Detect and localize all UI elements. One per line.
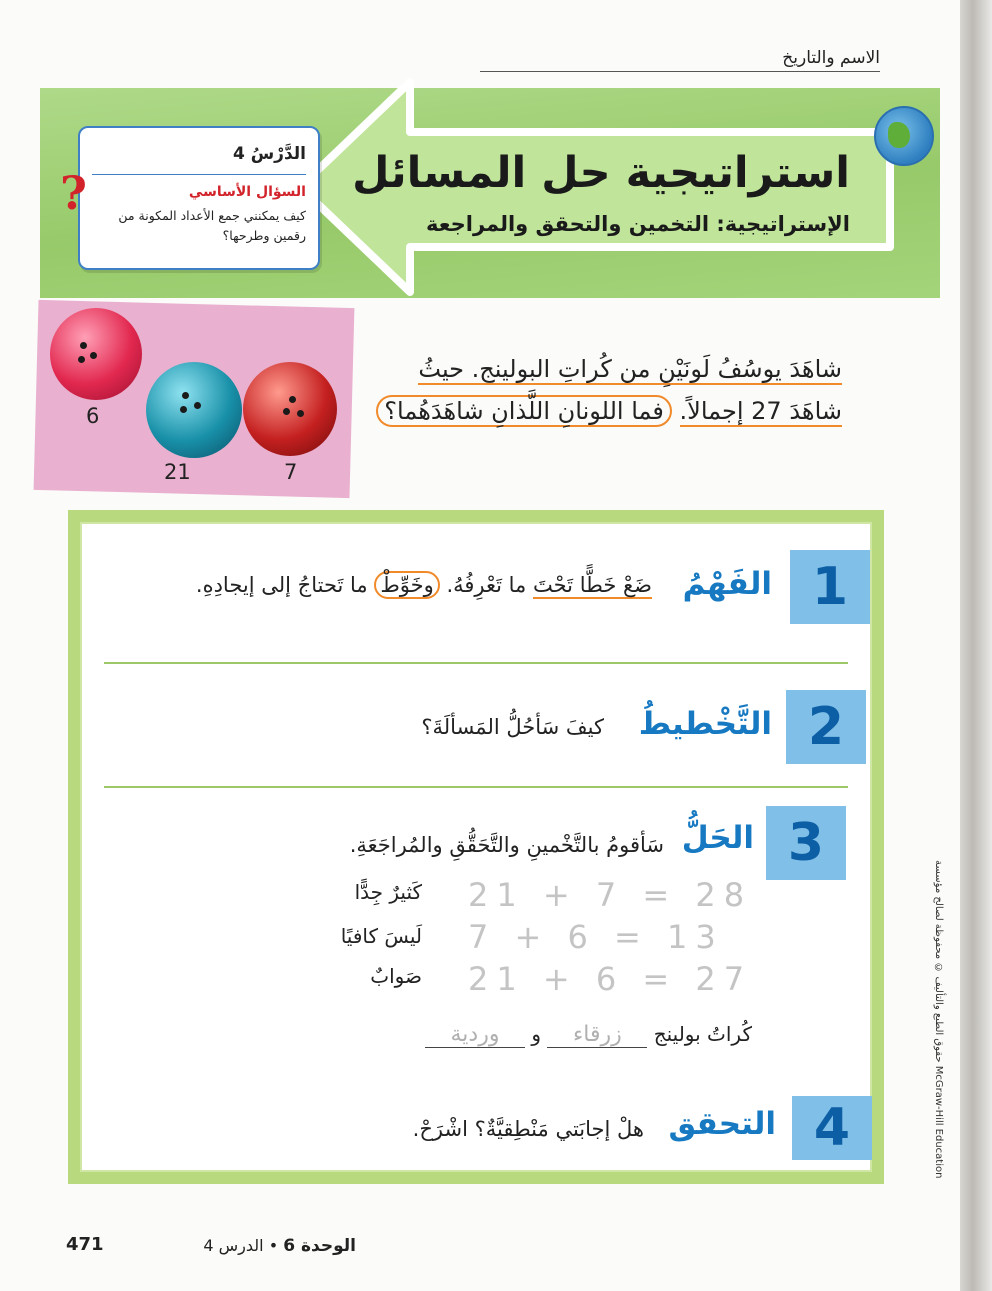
step-4-text: هلْ إجابَتي مَنْطِقيَّةٌ؟ اشْرَحْ. [412, 1117, 644, 1141]
pink-bowling-ball [50, 308, 142, 400]
copyright-text: حقوق الطبع والتأليف © محفوظة لصالح مؤسسة McGraw-Hill Education [933, 860, 944, 1179]
teal-ball-label: 21 [164, 460, 191, 484]
globe-icon [874, 106, 934, 166]
footer [66, 1236, 356, 1256]
equation-3-label: صَوابٌ [370, 964, 422, 988]
equation-2-label: لَيسَ كافيًا [340, 924, 422, 948]
answer-blank-1[interactable]: زرقاء [547, 1022, 647, 1048]
answer-row [232, 1022, 752, 1048]
step-1-text-a: ما تَعْرِفُهُ. [446, 573, 527, 597]
lesson-number: الدَّرْسُ 4 [232, 144, 306, 164]
ball-hole [194, 402, 201, 409]
equation-1: 21 + 7 = 28 [468, 876, 753, 914]
answer-and: و [531, 1022, 541, 1046]
step-divider [104, 662, 848, 664]
step-3-text: سَأقومُ بالتَّخْمينِ والتَّحَقُّقِ والمُراجَعَةِ. [349, 833, 664, 857]
step-1-text-b: ما تَحتاجُ إلى إيجادِهِ. [195, 573, 368, 597]
answer-prefix: كُراتُ بولينج [653, 1022, 752, 1046]
question-mark-icon: ? [60, 166, 87, 220]
step-4-badge: 4 [792, 1096, 872, 1160]
essential-question-title: السؤال الأساسي [188, 184, 306, 200]
problem-question-circled: فما اللونانِ اللَّذانِ شاهَدَهُما؟ [376, 395, 672, 427]
teal-bowling-ball [146, 362, 242, 458]
answer-blank-2[interactable]: وردية [425, 1022, 525, 1048]
equation-1-label: كَثيرٌ جِدًّا [354, 880, 422, 904]
step-divider [104, 786, 848, 788]
footer-lesson: الدرس 4 [203, 1236, 264, 1255]
ball-hole [78, 356, 85, 363]
problem-underlined-1: شاهَدَ يوسُفُ لَونَيْنِ من كُراتِ البولينج. حيثُ [418, 355, 842, 383]
name-date-field[interactable]: الاسم والتاريخ [480, 48, 880, 72]
strategy-subtitle: الإستراتيجية: التخمين والتحقق والمراجعة [426, 212, 850, 236]
ball-hole [90, 352, 97, 359]
ball-hole [80, 342, 87, 349]
step-3-badge: 3 [766, 806, 846, 880]
red-ball-label: 7 [284, 460, 298, 484]
step-1-text [142, 566, 652, 604]
step-1-title: الفَهْمُ [682, 566, 772, 602]
four-step-box [68, 510, 884, 1184]
step-4-title: التحقق [668, 1106, 776, 1142]
step-2-badge: 2 [786, 690, 866, 764]
word-problem [282, 348, 842, 432]
underline-instruction: ضَعْ خَطًّا تَحْتَ [533, 573, 652, 597]
footer-unit: الوحدة 6 [283, 1236, 356, 1256]
divider [92, 174, 306, 175]
step-2-title: التَّخْطيطُ [638, 706, 772, 742]
pink-ball-label: 6 [86, 404, 100, 428]
page-number: 471 [66, 1234, 104, 1255]
circle-instruction: وخَوِّطْ [374, 571, 439, 599]
problem-underlined-2: شاهَدَ 27 إجمالاً. [679, 397, 842, 425]
lesson-card [78, 126, 320, 270]
ball-hole [180, 406, 187, 413]
page-title: استراتيجية حل المسائل [352, 148, 850, 198]
book-gutter [960, 0, 992, 1291]
step-1-badge: 1 [790, 550, 870, 624]
equation-2: 7 + 6 = 13 [468, 918, 724, 956]
footer-bullet: • [268, 1236, 279, 1255]
equation-3: 21 + 6 = 27 [468, 960, 753, 998]
ball-hole [182, 392, 189, 399]
step-3-title: الحَلُّ [681, 820, 754, 856]
essential-question-text: كيف يمكنني جمع الأعداد المكونة من رقمين وطرحها؟ [118, 208, 306, 243]
step-2-text: كيفَ سَأحُلُّ المَسألَةَ؟ [421, 715, 604, 739]
